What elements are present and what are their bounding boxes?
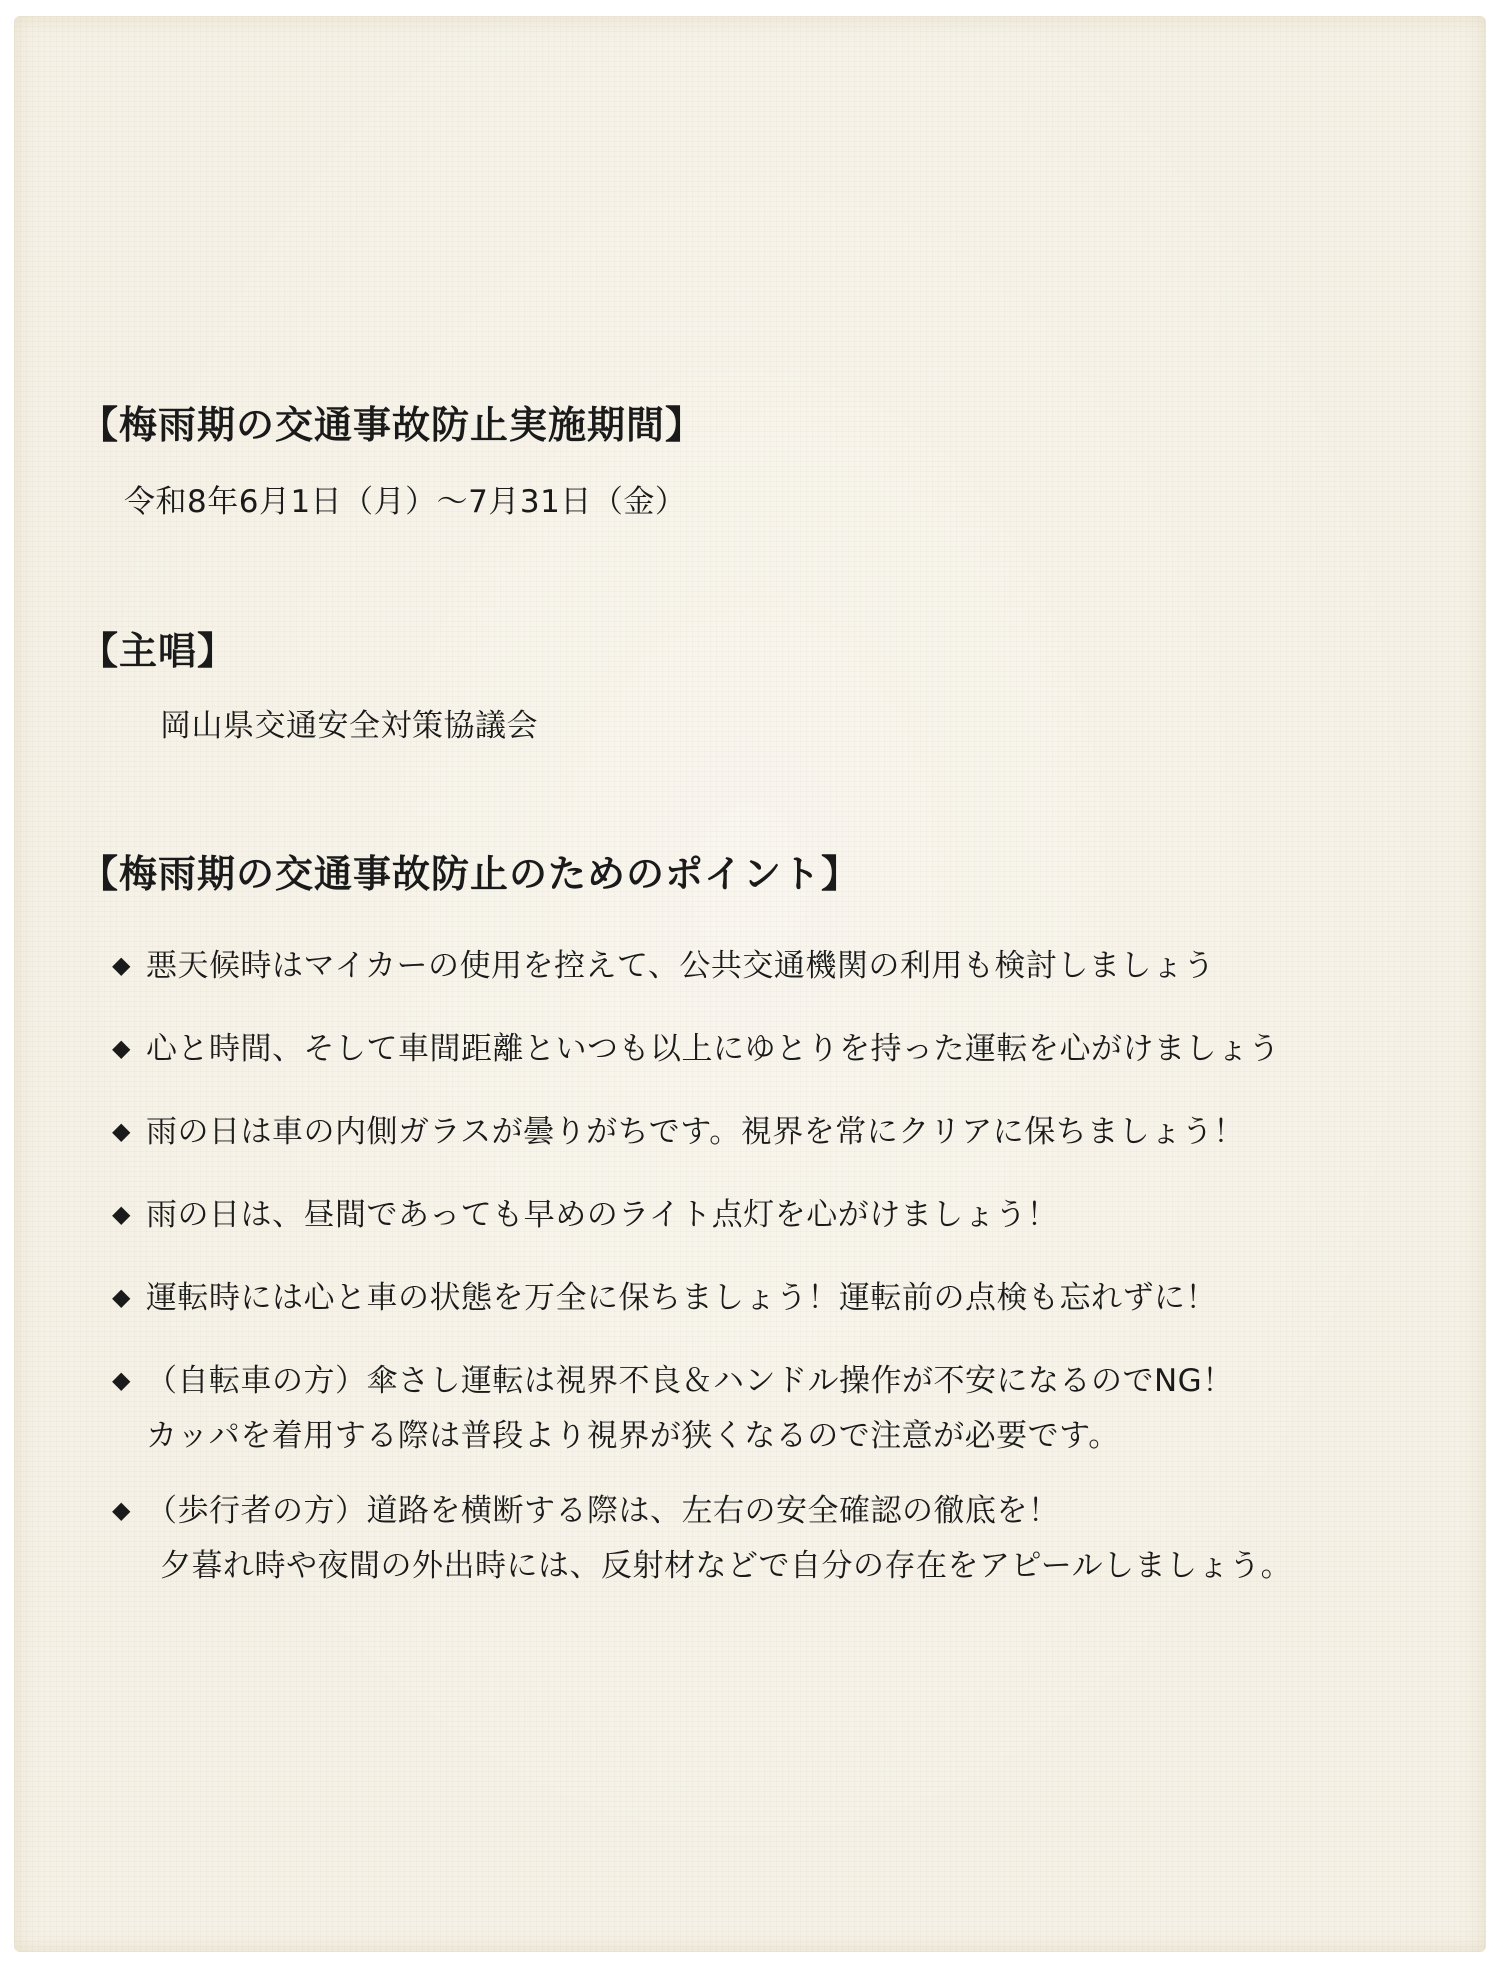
point-item-2 — [112, 1023, 1280, 1068]
point-text: 運転時には心と車の状態を万全に保ちましょう！運転前の点検も忘れずに！ — [146, 1280, 1217, 1316]
point-item-3 — [112, 1106, 1245, 1151]
point-text: （自転車の方）傘さし運転は視界不良＆ハンドル操作が不安になるのでNG！ — [146, 1363, 1234, 1399]
diamond-bullet-icon: ◆ — [112, 1117, 131, 1145]
sponsor-heading: 【主唱】 — [80, 629, 237, 673]
point-text: （歩行者の方）道路を横断する際は、左右の安全確認の徹底を！ — [146, 1493, 1060, 1529]
point-item-7 — [112, 1485, 1292, 1585]
period-dates: 令和8年6月1日（月）～7月31日（金） — [124, 484, 687, 520]
diamond-bullet-icon: ◆ — [112, 1366, 131, 1394]
diamond-bullet-icon: ◆ — [112, 1496, 131, 1524]
point-text: 雨の日は、昼間であっても早めのライト点灯を心がけましょう！ — [146, 1197, 1059, 1233]
period-heading: 【梅雨期の交通事故防止実施期間】 — [80, 403, 705, 447]
point-item-5 — [112, 1272, 1217, 1317]
point-text-continued: 夕暮れ時や夜間の外出時には、反射材などで自分の存在をアピールしましょう。 — [160, 1548, 1293, 1584]
point-item-1 — [112, 940, 1215, 985]
point-text: 心と時間、そして車間距離といつも以上にゆとりを持った運転を心がけましょう — [146, 1031, 1280, 1067]
sponsor-name: 岡山県交通安全対策協議会 — [160, 708, 538, 744]
point-text: 悪天候時はマイカーの使用を控えて、公共交通機関の利用も検討しましょう — [146, 948, 1215, 984]
point-item-6 — [112, 1355, 1234, 1455]
points-heading: 【梅雨期の交通事故防止のためのポイント】 — [80, 852, 861, 896]
point-text-continued: カッパを着用する際は普段より視界が狭くなるので注意が必要です。 — [146, 1418, 1120, 1454]
diamond-bullet-icon: ◆ — [112, 1034, 131, 1062]
point-item-4 — [112, 1189, 1058, 1234]
diamond-bullet-icon: ◆ — [112, 951, 131, 979]
diamond-bullet-icon: ◆ — [112, 1200, 131, 1228]
point-text: 雨の日は車の内側ガラスが曇りがちです。視界を常にクリアに保ちましょう！ — [146, 1114, 1245, 1150]
diamond-bullet-icon: ◆ — [112, 1283, 131, 1311]
